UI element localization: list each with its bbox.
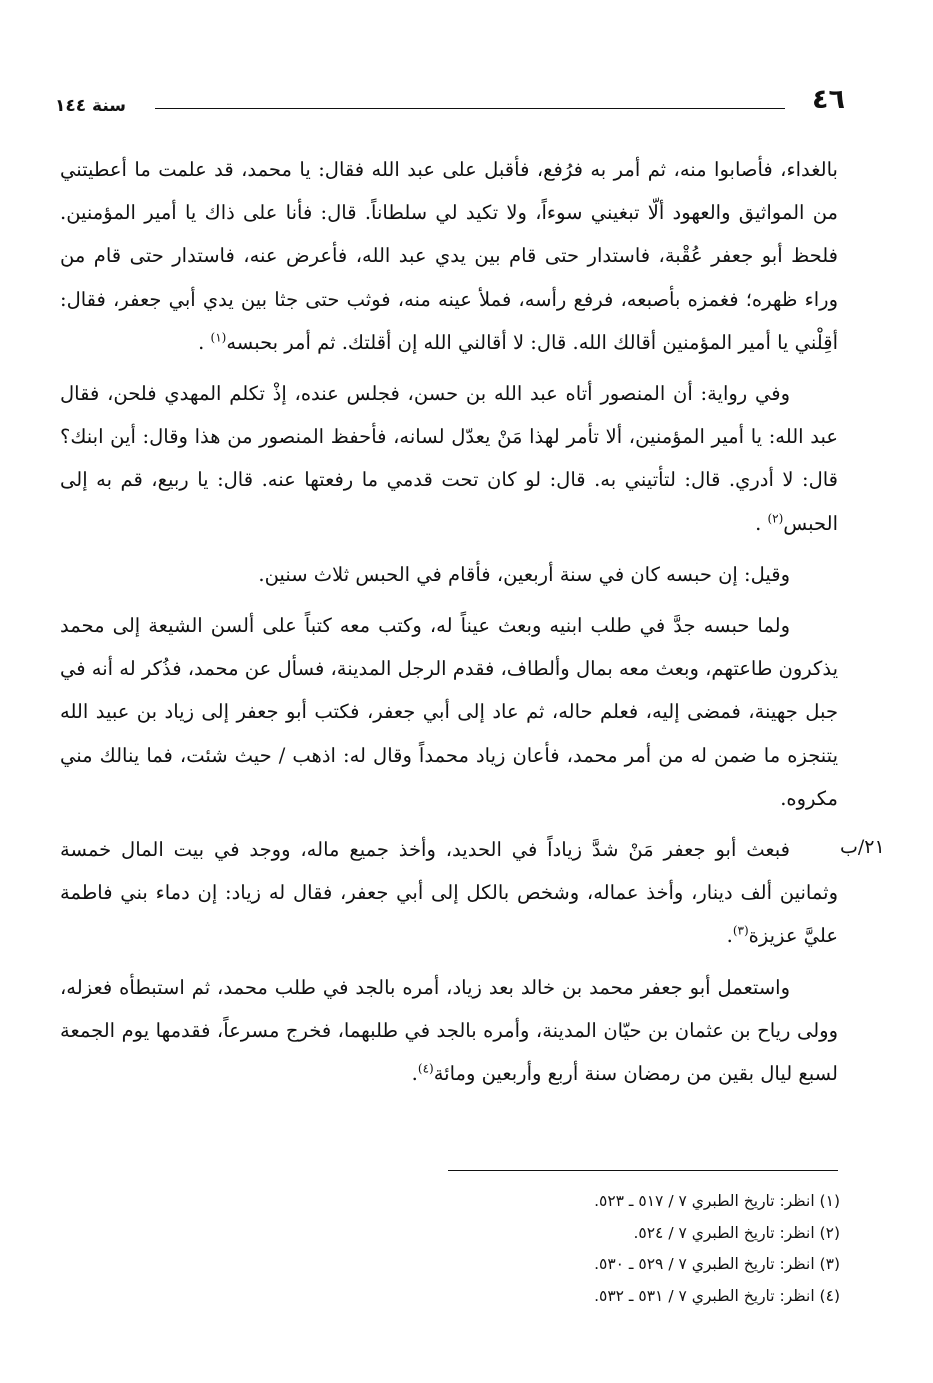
footnotes: [300, 1186, 840, 1312]
paragraph-1: بالغداء، فأصابوا منه، ثم أمر به فرُفع، فأقبل على عبد الله فقال: يا محمد، قد علمت ما أعطيتني من المواثيق والعهود ألّا تبغيني سوءاً، ولا تكيد لي سلطاناً. قال: فأنا على ذاك يا أمير المؤمنين. فلحظ أبو جعفر عُقْبة، فاستدار حتى قام بين يدي عبد الله، فأعرض عنه، فاستدار حتى قام من وراء ظهره؛ فغمزه بأصبعه، فرفع رأسه، فملأ عينه منه، فوثب حتى جثا بين يدي أبي جعفر، فقال: أقِلْني يا أمير المؤمنين أقالك الله. قال: لا أقالني الله إن أقلتك. ثم أمر بحبسه$^{(١)}$ .: [60, 158, 838, 354]
paragraph-5-text: فبعث أبو جعفر مَنْ شدَّ زياداً في الحديد، وأخذ جميع ماله، ووجد في بيت المال خمسة وثمانين ألف دينار، وأخذ عماله، وشخص بالكل إلى أبي جعفر، فقال له زياد: إن دماء بني فاطمة عليَّ عزيزة: [60, 838, 838, 948]
paragraph-6: واستعمل أبو جعفر محمد بن خالد بعد زياد، أمره بالجد في طلب محمد، ثم استبطأه فعزله، وولى رياح بن عثمان بن حيّان المدينة، وأمره بالجد في طلبهما، فخرج مسرعاً، فقدمها يوم الجمعة لسبع ليال بقين من رمضان سنة أربع وأربعين ومائة$^{(٤)}$.: [60, 975, 838, 1086]
footnote-3: (٣) انظر: تاريخ الطبري ٧ / ٥٢٩ ـ ٥٣٠.: [594, 1255, 840, 1273]
page-number: ٤٦: [812, 84, 845, 115]
paragraph-2: وفي رواية: أن المنصور أتاه عبد الله بن حسن، فجلس عنده، إذْ تكلم المهدي فلحن، فقال عبد الله: يا أمير المؤمنين، ألا تأمر لهذا مَنْ يعدّل لسانه، فأحفظ المنصور من هذا وقال: أين ابنك؟ قال: لا أدري. قال: لتأتيني به. قال: لو كان تحت قدمي ما رفعتها عنه. قال: يا ربيع، قم به إلى الحبس$^{(٢)}$ .: [60, 382, 838, 535]
header-rule: [155, 108, 785, 109]
page-header: [55, 84, 845, 118]
paragraph-4: ولما حبسه جدَّ في طلب ابنيه وبعث عيناً له، وكتب معه كتباً على ألسن الشيعة إلى محمد يذكرون طاعتهم، وبعث معه بمال وألطاف، فقدم الرجل المدينة، فسأل عن محمد، فذُكر له أنه في جبل جهينة، فمضى إليه، فعلم حاله، ثم عاد إلى أبي جعفر، فكتب أبو جعفر إلى زياد بن عبيد الله يتنجزه ما ضمن له من أمر محمد، فأعان زياد محمداً وقال له: اذهب / حيث شئت، فما ينالك مني مكروه.: [60, 614, 838, 810]
paragraph-5: فبعث أبو جعفر مَنْ شدَّ زياداً في الحديد، وأخذ جميع ماله، ووجد في بيت المال خمسة وثمانين ألف دينار، وأخذ عماله، وشخص بالكل إلى أبي جعفر، فقال له زياد: إن دماء بني فاطمة عليَّ عزيزة$^{(٣)}$.: [60, 838, 838, 948]
footnote-mark-3: (٣): [732, 923, 749, 938]
paragraph-6-text: واستعمل أبو جعفر محمد بن خالد بعد زياد، أمره بالجد في طلب محمد، ثم استبطأه فعزله، وولى رياح بن عثمان بن حيّان المدينة، وأمره بالجد في طلبهما، فخرج مسرعاً، فقدمها يوم الجمعة لسبع ليال بقين من رمضان سنة أربع وأربعين ومائة: [60, 975, 838, 1086]
footnote-1: (١) انظر: تاريخ الطبري ٧ / ٥١٧ ـ ٥٢٣.: [594, 1192, 840, 1210]
footnote-mark-1: (١): [210, 330, 227, 345]
footnote-4: (٤) انظر: تاريخ الطبري ٧ / ٥٣١ ـ ٥٣٢.: [594, 1286, 840, 1305]
main-text: [60, 148, 838, 1095]
footnote-mark-4: (٤): [417, 1061, 434, 1076]
running-head: سنة ١٤٤: [55, 96, 127, 116]
footnote-mark-2: (٢): [767, 511, 784, 526]
footnote-separator: [448, 1170, 838, 1171]
paragraph-1-text: بالغداء، فأصابوا منه، ثم أمر به فرُفع، فأقبل على عبد الله فقال: يا محمد، قد علمت ما أعطيتني من المواثيق والعهود ألّا تبغيني سوءاً، ولا تكيد لي سلطاناً. قال: فأنا على ذاك يا أمير المؤمنين. فلحظ أبو جعفر عُقْبة، فاستدار حتى قام بين يدي عبد الله، فأعرض عنه، فاستدار حتى قام من وراء ظهره؛ فغمزه بأصبعه، فرفع رأسه، فملأ عينه منه، فوثب حتى جثا بين يدي أبي جعفر، فقال: أقِلْني يا أمير المؤمنين أقالك الله. قال: لا أقالني الله إن أقلتك. ثم أمر بحبسه: [60, 158, 838, 354]
paragraph-2-text: وفي رواية: أن المنصور أتاه عبد الله بن حسن، فجلس عنده، إذْ تكلم المهدي فلحن، فقال عبد الله: يا أمير المؤمنين، ألا تأمر لهذا مَنْ يعدّل لسانه، فأحفظ المنصور من هذا وقال: أين ابنك؟ قال: لا أدري. قال: لتأتيني به. قال: لو كان تحت قدمي ما رفعتها عنه. قال: يا ربيع، قم به إلى الحبس: [60, 382, 838, 535]
footnote-2: (٢) انظر: تاريخ الطبري ٧ / ٥٢٤.: [633, 1223, 840, 1242]
manuscript-folio-note: ٢١/ب: [840, 836, 885, 858]
paragraph-3: وقيل: إن حبسه كان في سنة أربعين، فأقام في الحبس ثلاث سنين.: [258, 562, 790, 586]
